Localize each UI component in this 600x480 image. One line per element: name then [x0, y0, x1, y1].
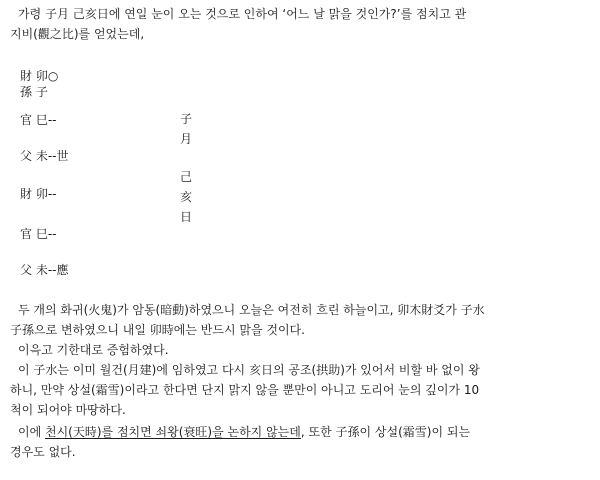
date-char-1: 子: [179, 112, 192, 126]
paragraph-3: 이윽고 기한대로 증험하였다.: [18, 343, 169, 357]
paragraph-2-line-2: 子孫으로 변하였으니 내일 卯時에는 반드시 맑을 것이다.: [10, 323, 305, 337]
paragraph-4-line-1: 이 子水는 이미 월건(月建)에 임하였고 다시 亥日의 공조(拱助)가 있어서 비할 바 없이 왕: [18, 363, 480, 377]
paragraph-4-line-3: 척이 되어야 마땅하다.: [10, 403, 126, 417]
hexagram-row-1: 財 卯○: [20, 69, 59, 83]
intro-line-2: 지비(觀之比)를 얻었는데,: [10, 27, 145, 41]
hexagram-row-2: 孫 子: [20, 85, 48, 99]
paragraph-5-line-1: [18, 424, 470, 440]
paragraph-2-line-1: 두 개의 화귀(火鬼)가 암동(暗動)하였으니 오늘은 여전히 흐린 하늘이고, 卯木財爻가 子水: [18, 303, 485, 317]
paragraph-5-lead: 이에: [18, 425, 45, 439]
hexagram-row-6: 官 巳--: [20, 227, 57, 241]
hexagram-row-5: 財 卯--: [20, 187, 57, 201]
hexagram-row-7: 父 未--應: [20, 263, 69, 277]
intro-line-1: 가령 子月 己亥日에 연일 눈이 오는 것으로 인하여 ‘어느 날 맑을 것인가?’를 점치고 관: [18, 7, 467, 21]
date-char-4: 亥: [179, 190, 192, 204]
paragraph-5-tail: , 또한 子孫이 상설(霜雪)이 되는: [300, 425, 471, 439]
date-char-3: 己: [179, 170, 192, 184]
paragraph-5-underlined: 천시(天時)를 점치면 쇠왕(衰旺)을 논하지 않는데: [45, 425, 301, 439]
paragraph-4-line-2: 하니, 만약 상설(霜雪)이라고 한다면 단지 맑지 않을 뿐만이 아니고 도리어 눈의 깊이가 10: [10, 383, 480, 397]
hexagram-row-4: 父 未--世: [20, 149, 69, 163]
date-char-2: 月: [179, 132, 192, 146]
paragraph-5-line-2: 경우도 없다.: [10, 445, 76, 459]
hexagram-row-3: 官 巳--: [20, 113, 57, 127]
date-char-5: 日: [179, 210, 192, 224]
